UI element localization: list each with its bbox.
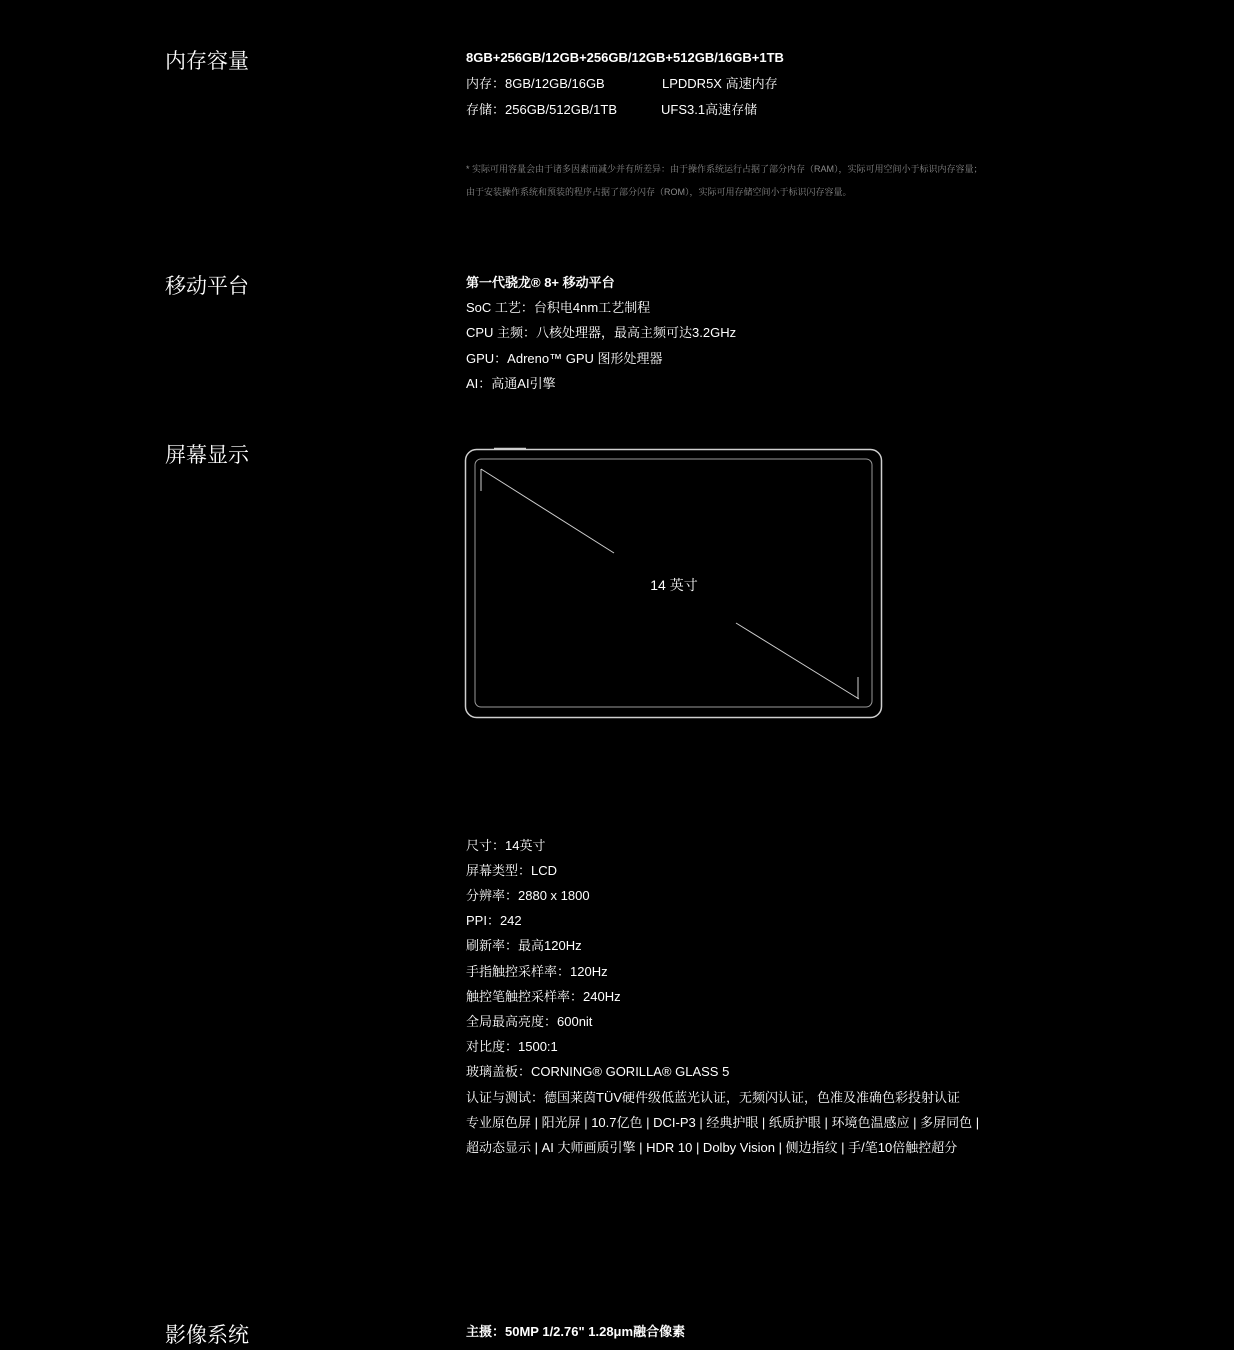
display-spec-glass: 玻璃盖板：CORNING® GORILLA® GLASS 5 [466,1064,730,1079]
display-spec-certification: 认证与测试：德国莱茵TÜV硬件级低蓝光认证，无频闪认证，色准及准确色彩投射认证 [466,1090,961,1105]
memory-section-title: 内存容量 [165,50,249,73]
camera-main-sensor: 主摄：50MP 1/2.76" 1.28μm融合像素 [466,1324,686,1339]
display-section-title: 屏幕显示 [165,444,249,467]
ram-type: LPDDR5X 高速内存 [662,76,778,91]
display-spec-size: 尺寸：14英寸 [466,838,546,853]
platform-section-title: 移动平台 [165,275,249,298]
display-spec-refresh: 刷新率：最高120Hz [466,938,582,953]
memory-combos: 8GB+256GB/12GB+256GB/12GB+512GB/16GB+1TB [466,50,784,65]
storage-type: UFS3.1高速存储 [661,102,758,117]
display-spec-ppi: PPI：242 [466,913,522,928]
ram-spec: 内存：8GB/12GB/16GB [466,76,605,91]
camera-section-title: 影像系统 [165,1324,249,1347]
platform-cpu: CPU 主频：八核处理器，最高主频可达3.2GHz [466,325,737,340]
memory-footnote-1: * 实际可用容量会由于诸多因素而减少并有所差异：由于操作系统运行占据了部分内存（RAM），实际可用空间小于标识内存容量； [466,164,983,174]
platform-ai: AI：高通AI引擎 [466,376,556,391]
memory-footnote-2: 由于安装操作系统和预装的程序占据了部分闪存（ROM），实际可用存储空间小于标识闪存容量。 [466,187,852,197]
display-spec-brightness: 全局最高亮度：600nit [466,1014,593,1029]
display-spec-stylus-rate: 触控笔触控采样率：240Hz [466,989,621,1004]
platform-soc: SoC 工艺：台积电4nm工艺制程 [466,300,651,315]
diagonal-size-label: 14 英寸 [650,577,698,593]
display-spec-type: 屏幕类型：LCD [466,863,558,878]
display-spec-contrast: 对比度：1500:1 [466,1039,558,1054]
platform-gpu: GPU：Adreno™ GPU 图形处理器 [466,351,663,366]
platform-chip: 第一代骁龙® 8+ 移动平台 [466,275,615,290]
tablet-size-diagram [464,447,884,719]
display-spec-touch-rate: 手指触控采样率：120Hz [466,964,608,979]
display-feature-list-1: 专业原色屏 | 阳光屏 | 10.7亿色 | DCI-P3 | 经典护眼 | 纸质护眼 | 环境色温感应 | 多屏同色 | [466,1115,980,1130]
display-feature-list-2: 超动态显示 | AI 大师画质引擎 | HDR 10 | Dolby Vision | 侧边指纹 | 手/笔10倍触控超分 [466,1140,958,1155]
display-spec-resolution: 分辨率：2880 x 1800 [466,888,590,903]
storage-spec: 存储：256GB/512GB/1TB [466,102,618,117]
